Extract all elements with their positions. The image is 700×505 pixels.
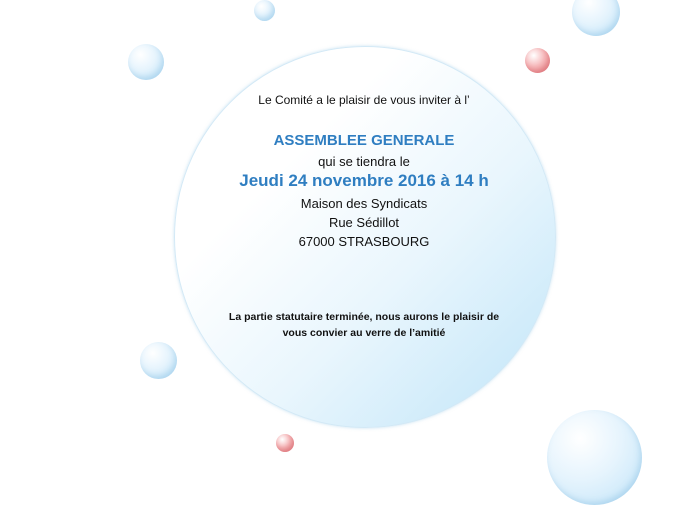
decorative-bubble: [572, 0, 620, 36]
decorative-bubble-red: [525, 48, 550, 73]
venue-city: 67000 STRASBOURG: [298, 234, 430, 249]
closing-line-2: vous convier au verre de l’amitié: [282, 327, 446, 339]
event-date: Jeudi 24 novembre 2016 à 14 h: [239, 171, 489, 190]
venue-street: Rue Sédillot: [328, 215, 400, 230]
closing-line-1: La partie statutaire terminée, nous aurons le plaisir de: [228, 311, 500, 323]
decorative-bubble: [254, 0, 275, 21]
decorative-bubble-red: [276, 434, 294, 452]
decorative-bubble: [547, 410, 642, 505]
invitation-intro: Le Comité a le plaisir de vous inviter à l’: [258, 93, 470, 107]
event-subtitle: qui se tiendra le: [318, 154, 410, 169]
event-title: ASSEMBLEE GENERALE: [273, 132, 455, 149]
decorative-bubble: [128, 44, 164, 80]
closing-note: [174, 309, 554, 341]
decorative-bubble: [140, 342, 177, 379]
event-venue: [174, 194, 554, 251]
venue-name: Maison des Syndicats: [300, 196, 428, 211]
